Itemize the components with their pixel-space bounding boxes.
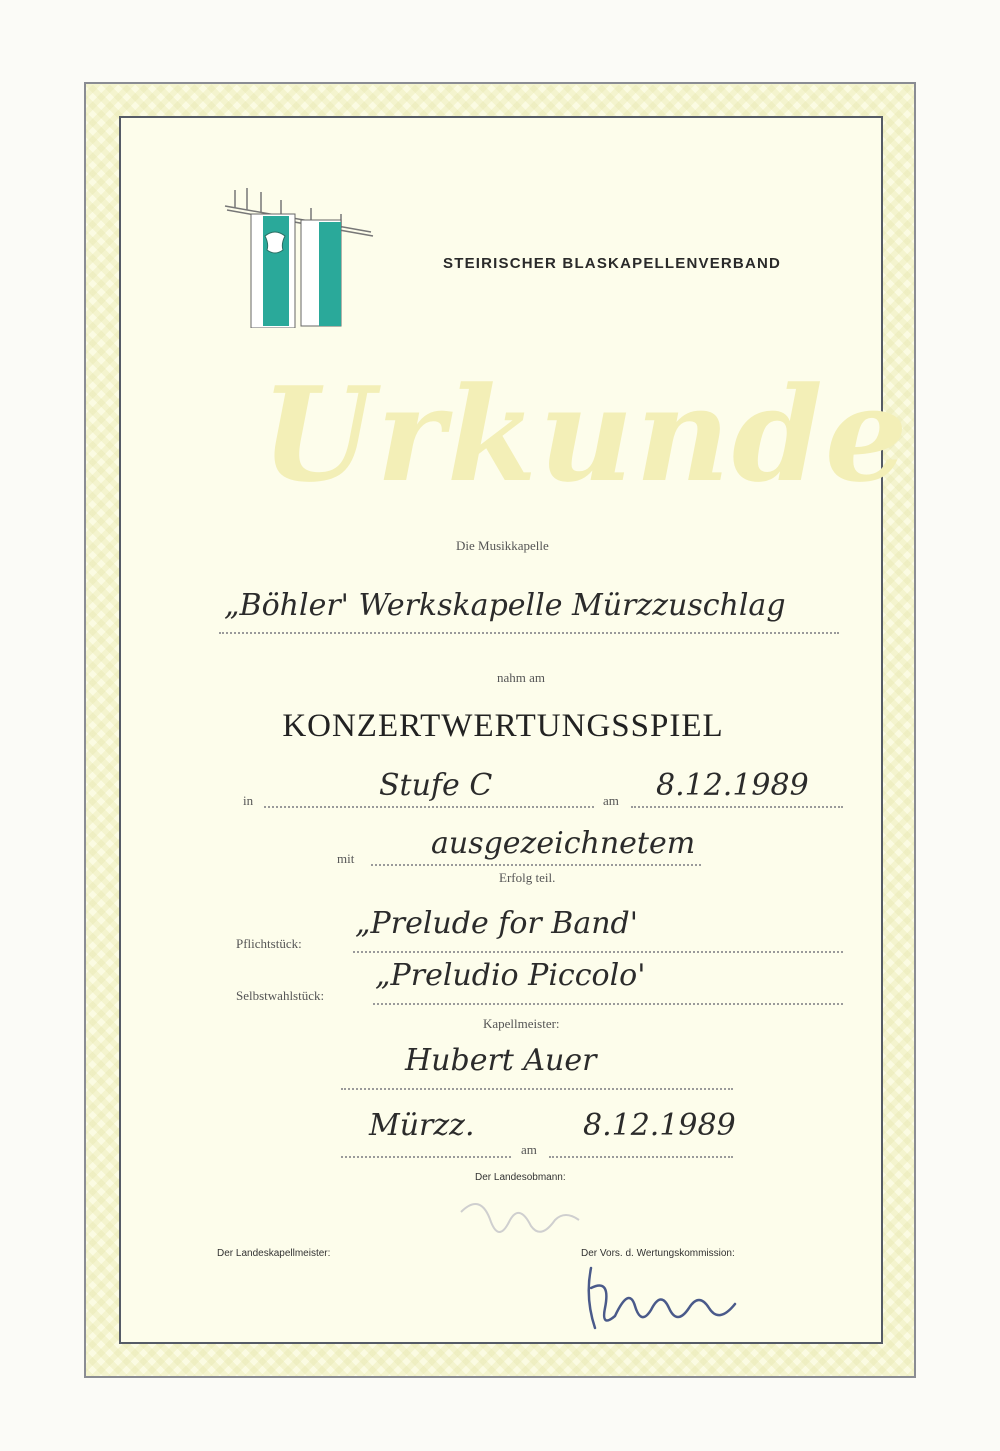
chosen-piece-label: Selbstwahlstück: — [236, 988, 325, 1003]
success-label: Erfolg teil. — [499, 870, 556, 885]
conductor-name: Hubert Auer — [405, 1043, 597, 1078]
took-part-label: nahm am — [497, 670, 546, 685]
certificate-inner-frame — [119, 116, 910, 1344]
conductor-label: Kapellmeister: — [483, 1016, 560, 1031]
certificate-outer-frame — [84, 82, 916, 1378]
chosen-piece-value: „Preludio Piccolo' — [375, 958, 646, 993]
governor-signature-icon — [451, 1182, 591, 1252]
organization-name: STEIRISCHER BLASKAPELLENVERBAND — [443, 255, 782, 272]
intro-label: Die Musikkapelle — [456, 538, 549, 553]
with-label: mit — [337, 851, 355, 866]
document-title-watermark: Urkunde — [261, 358, 910, 511]
date-value: 8.12.1989 — [656, 768, 809, 803]
commission-chair-label: Der Vors. d. Wertungskommission: — [581, 1248, 735, 1259]
date-label: am — [603, 793, 619, 808]
flag-emblem-icon — [221, 178, 381, 328]
date2-value: 8.12.1989 — [583, 1108, 736, 1143]
commission-signature-icon — [571, 1258, 811, 1338]
result-value: ausgezeichnetem — [431, 826, 696, 861]
mandatory-piece-value: „Prelude for Band' — [355, 906, 638, 941]
place-value: Mürzz. — [369, 1108, 475, 1143]
date2-label: am — [521, 1142, 537, 1157]
band-name: „Böhler' Werkskapelle Mürzzuschlag — [224, 588, 786, 623]
level-value: Stufe C — [379, 768, 493, 803]
mandatory-piece-label: Pflichtstück: — [236, 936, 302, 951]
governor-label: Der Landesobmann: — [475, 1172, 566, 1183]
state-conductor-label: Der Landeskapellmeister: — [217, 1248, 331, 1259]
contest-heading: KONZERTWERTUNGSSPIEL — [282, 708, 724, 744]
in-label: in — [243, 793, 254, 808]
